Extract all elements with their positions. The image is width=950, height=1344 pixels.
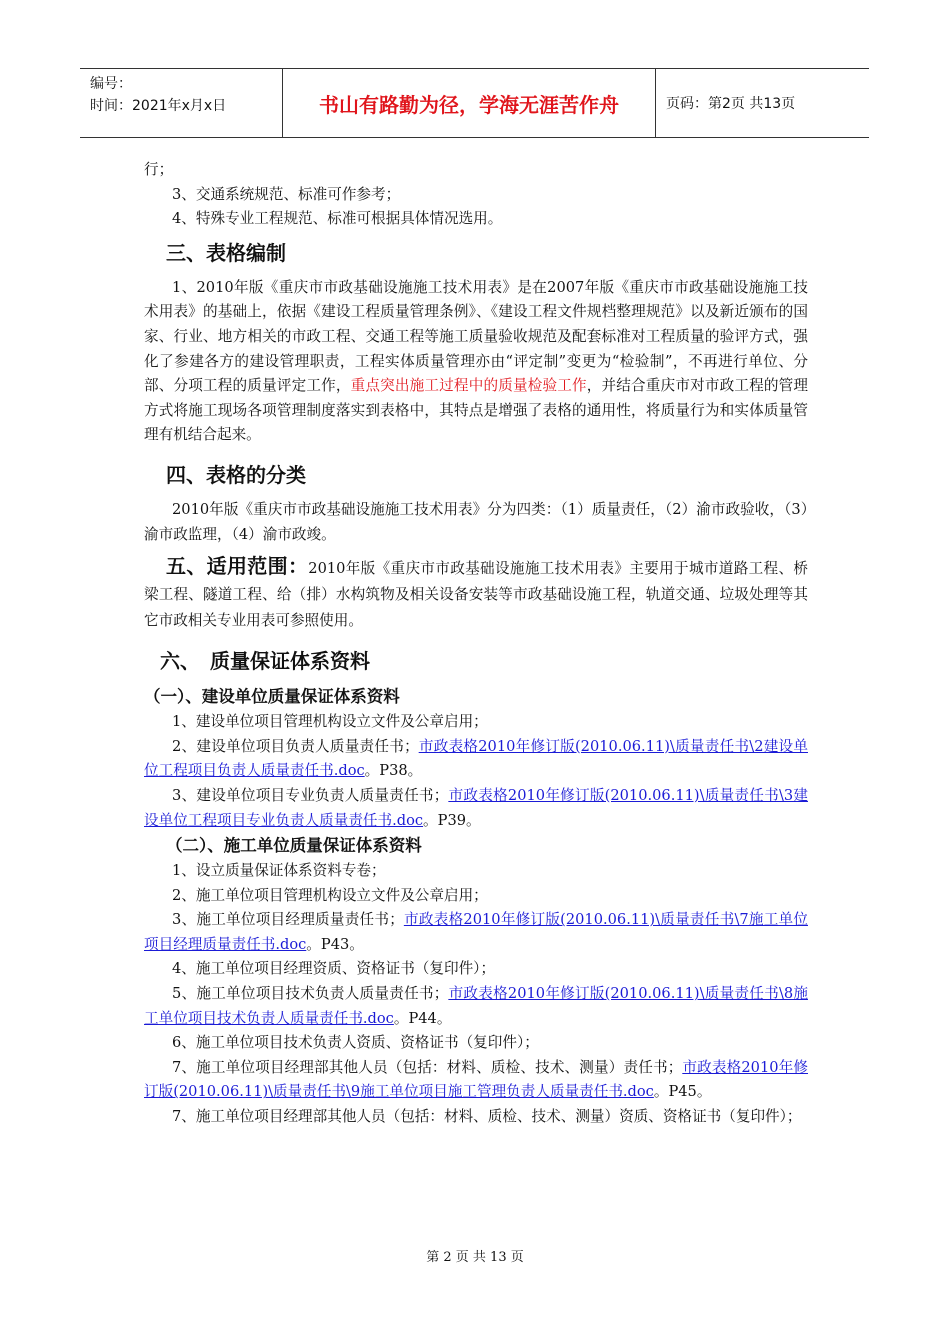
section-5-paragraph [144, 553, 808, 634]
header-meta [80, 69, 282, 137]
page-header [80, 68, 869, 138]
page-ref: 。P38。 [364, 762, 423, 780]
text: 7、施工单位项目经理部其他人员（包括：材料、质检、技术、测量）责任书； [172, 1058, 683, 1076]
section-3-paragraph [144, 276, 808, 448]
page-footer: 第 2 页 共 13 页 [426, 1250, 524, 1265]
list-item [144, 784, 808, 833]
list-item: 6、施工单位项目技术负责人资质、资格证书（复印件）； [172, 1034, 539, 1052]
list-item: 7、施工单位项目经理部其他人员（包括：材料、质检、技术、测量）资质、资格证书（复印件）； [172, 1108, 802, 1126]
doc-link[interactable]: 市政表格2010年修订版(2010.06.11)\质量责任书\8施工单位项目技术负责人质量责任书.doc [144, 985, 808, 1027]
page-ref: 。P39。 [423, 811, 481, 829]
text: 1、2010年版《重庆市市政基础设施施工技术用表》是在2007年版《重庆市市政基础设施施工技术用表》的基础上，依据《建设工程质量管理条例》、《建设工程文件规档整理规范》以及新近颁布的国家、行业、地方相关的市政工程、交通工程等施工质量验收规范及配套标准对工程质量的验评方式，强化了参建各方的建设管理职责，工程实体质量管理亦由“评定制”变更为“检验制”，不再进行单位、分部、分项工程的质量评定工作， [144, 278, 808, 395]
text: 3、建设单位项目专业负责人质量责任书； [172, 786, 449, 804]
section-heading-5: 五、适用范围： [166, 554, 309, 579]
time-label: 时间：2021年x月x日 [90, 98, 227, 114]
doc-link[interactable]: 市政表格2010年修订版(2010.06.11)\质量责任书\7施工单位项目经理质量责任书.doc [144, 911, 808, 953]
subsection-heading-1: （一）、建设单位质量保证体系资料 [144, 687, 400, 707]
doc-link[interactable]: 市政表格2010年修订版(2010.06.11)\质量责任书\2建设单位工程项目负责人质量责任书.doc [144, 737, 808, 780]
header-page-label: 页码：第2页 共13页 [666, 96, 796, 112]
document-body [144, 158, 808, 1130]
page-ref: 。P45。 [653, 1083, 712, 1101]
header-motto: 书山有路勤为径，学海无涯苦作舟 [282, 69, 656, 137]
text: ，并结合重庆市对市政工程的管理方式将施工现场各项管理制度落实到表格中，其特点是增强了表格的通用性，将质量行为和实体质量管理有机结合起来。 [144, 377, 808, 444]
page-ref: 。P44。 [393, 1009, 452, 1027]
list-item [144, 982, 808, 1031]
text: 2010年版《重庆市市政基础设施施工技术用表》主要用于城市道路工程、桥梁工程、隧道工程、给（排）水构筑物及相关设备安装等市政基础设施工程，轨道交通、垃圾处理等其它市政相关专业用表可参照使用。 [144, 560, 808, 630]
section-4-paragraph: 2010年版《重庆市市政基础设施施工技术用表》分为四类：（1）质量责任，（2）渝市政验收，（3）渝市政监理，（4）渝市政竣。 [144, 500, 808, 543]
section-heading-3: 三、表格编制 [166, 240, 286, 265]
list-item: 1、建设单位项目管理机构设立文件及公章启用； [172, 713, 488, 731]
list-item [144, 1056, 808, 1105]
line-top: 行； [144, 161, 174, 178]
text: 2、建设单位项目负责人质量责任书； [172, 737, 419, 755]
doc-link[interactable]: 市政表格2010年修订版(2010.06.11)\质量责任书\9施工单位项目施工管理负责人质量责任书.doc [144, 1058, 808, 1101]
list-item [144, 908, 808, 957]
highlighted-text: 重点突出施工过程中的质量检验工作 [350, 377, 587, 395]
section-heading-4: 四、表格的分类 [166, 462, 306, 487]
page-ref: 。P43。 [306, 935, 364, 953]
text: 5、施工单位项目技术负责人质量责任书； [172, 985, 449, 1003]
list-item: 3、交通系统规范、标准可作参考； [172, 185, 401, 203]
list-item: 4、特殊专业工程规范、标准可根据具体情况选用。 [172, 210, 503, 228]
list-item: 4、施工单位项目经理资质、资格证书（复印件）； [172, 960, 496, 978]
text: 3、施工单位项目经理质量责任书； [172, 911, 404, 929]
section-heading-6: 六、 质量保证体系资料 [160, 649, 370, 674]
code-label: 编号： [90, 76, 132, 92]
list-item: 2、施工单位项目管理机构设立文件及公章启用； [172, 886, 488, 904]
subsection-heading-2: （二）、施工单位质量保证体系资料 [166, 836, 422, 856]
list-item [144, 735, 808, 784]
doc-link[interactable]: 市政表格2010年修订版(2010.06.11)\质量责任书\3建设单位工程项目专业负责人质量责任书.doc [144, 786, 808, 829]
list-item: 1、设立质量保证体系资料专卷； [172, 862, 386, 880]
